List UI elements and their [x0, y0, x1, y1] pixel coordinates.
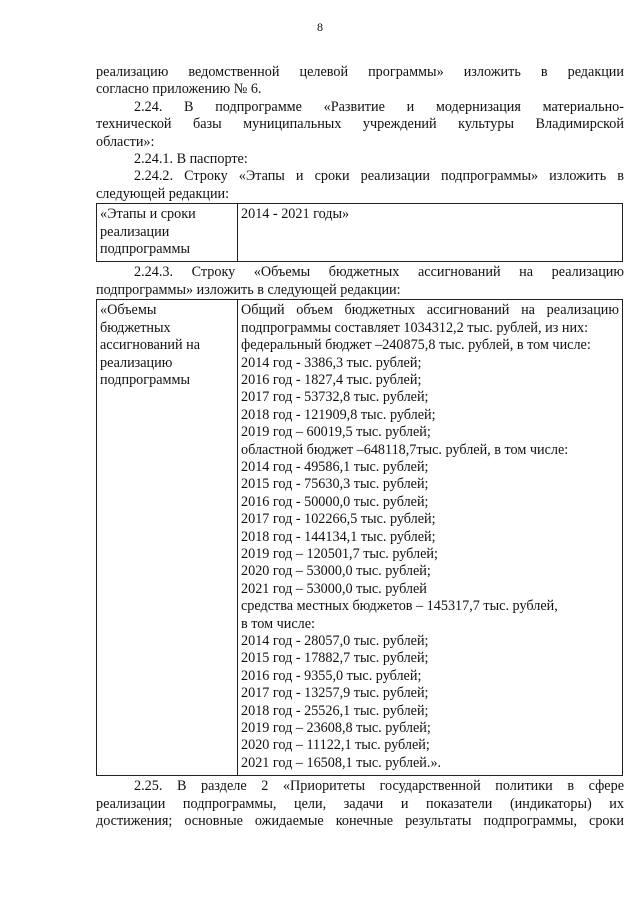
text-line: «Этапы и сроки: [100, 206, 196, 223]
text-line: достижения; основные ожидаемые конечные результаты подпрограммы, сроки: [96, 813, 624, 830]
text-line: 2017 год - 102266,5 тыс. рублей;: [241, 511, 436, 528]
text-line: 2021 год – 16508,1 тыс. рублей.».: [241, 754, 442, 771]
text-line: 2018 год - 25526,1 тыс. рублей;: [241, 702, 429, 719]
text-line: следующей редакции:: [96, 185, 230, 202]
text-line: 2015 год - 17882,7 тыс. рублей;: [241, 650, 429, 667]
table-row: [97, 204, 623, 262]
text-line: ассигнований на: [100, 337, 201, 354]
text-line: реализации: [100, 223, 170, 240]
table-cell-value: [238, 300, 623, 776]
paragraph-2-24-1: [96, 151, 624, 168]
text-line: реализацию ведомственной целевой программы» изложить в редакции: [96, 64, 624, 80]
text-line: 2016 год - 1827,4 тыс. рублей;: [241, 371, 422, 388]
text-line: 2.24.1. В паспорте:: [134, 151, 248, 168]
text-line: 2019 год – 23608,8 тыс. рублей;: [241, 720, 431, 737]
text-line: 2.25. В разделе 2 «Приоритеты государственной политики в сфере: [134, 778, 624, 795]
text-line: 2019 год – 120501,7 тыс. рублей;: [241, 545, 438, 562]
text-line: 2016 год - 9355,0 тыс. рублей;: [241, 667, 422, 684]
text-line: области»:: [96, 133, 155, 150]
paragraph-2-24-3: [96, 264, 624, 299]
text-line: «Объемы: [100, 302, 157, 319]
text-line: технической базы муниципальных учреждений культуры Владимирской: [96, 116, 624, 133]
text-line: 2014 - 2021 годы»: [241, 206, 350, 223]
text-line: средства местных бюджетов – 145317,7 тыс. рублей,: [241, 598, 558, 615]
text-line: 2017 год - 13257,9 тыс. рублей;: [241, 685, 429, 702]
text-line: подпрограммы» изложить в следующей редакции:: [96, 281, 401, 298]
table-cell-label: [97, 300, 238, 776]
text-line: 2015 год - 75630,3 тыс. рублей;: [241, 476, 429, 493]
text-line: реализации подпрограммы, цели, задачи и показатели (индикаторы) их: [96, 795, 624, 812]
paragraph-intro: [96, 64, 624, 99]
table-cell-value: [238, 204, 623, 262]
text-line: подпрограммы: [100, 241, 190, 258]
table-row: [97, 300, 623, 776]
text-line: 2017 год - 53732,8 тыс. рублей;: [241, 389, 429, 406]
text-line: 2.24. В подпрограмме «Развитие и модернизация материально-: [134, 98, 624, 115]
text-line: 2020 год – 53000,0 тыс. рублей;: [241, 563, 431, 580]
text-line: подпрограммы: [100, 371, 190, 388]
text-line: 2.24.2. Строку «Этапы и сроки реализации подпрограммы» изложить в: [134, 168, 624, 185]
text-line: 2018 год - 144134,1 тыс. рублей;: [241, 528, 436, 545]
page-number: 8: [317, 20, 323, 34]
text-line: 2019 год – 60019,5 тыс. рублей;: [241, 424, 431, 441]
text-line: 2014 год - 49586,1 тыс. рублей;: [241, 458, 429, 475]
text-line: 2016 год - 50000,0 тыс. рублей;: [241, 493, 429, 510]
text-line: подпрограммы составляет 1034312,2 тыс. рублей, из них:: [241, 319, 589, 336]
text-line: реализацию: [100, 354, 173, 371]
text-line: 2018 год - 121909,8 тыс. рублей;: [241, 406, 436, 423]
text-line: в том числе:: [241, 615, 315, 632]
budget-table: [96, 299, 623, 776]
paragraph-2-24-2: [96, 168, 624, 203]
text-line: Общий объем бюджетных ассигнований на реализацию: [241, 302, 619, 319]
document-body: [96, 64, 624, 830]
text-line: 2014 год - 28057,0 тыс. рублей;: [241, 633, 429, 649]
text-line: бюджетных: [100, 319, 171, 336]
table-cell-label: [97, 204, 238, 262]
text-line: согласно приложению № 6.: [96, 81, 262, 98]
text-line: федеральный бюджет –240875,8 тыс. рублей, в том числе:: [241, 337, 591, 354]
text-line: 2014 год - 3386,3 тыс. рублей;: [241, 354, 422, 371]
stages-table: [96, 203, 623, 262]
text-line: 2.24.3. Строку «Объемы бюджетных ассигнований на реализацию: [134, 264, 624, 281]
paragraph-2-24: [96, 99, 624, 151]
text-line: областной бюджет –648118,7тыс. рублей, в том числе:: [241, 441, 569, 458]
text-line: 2020 год – 11122,1 тыс. рублей;: [241, 737, 430, 754]
paragraph-2-25: [96, 778, 624, 830]
text-line: 2021 год – 53000,0 тыс. рублей: [241, 580, 427, 597]
